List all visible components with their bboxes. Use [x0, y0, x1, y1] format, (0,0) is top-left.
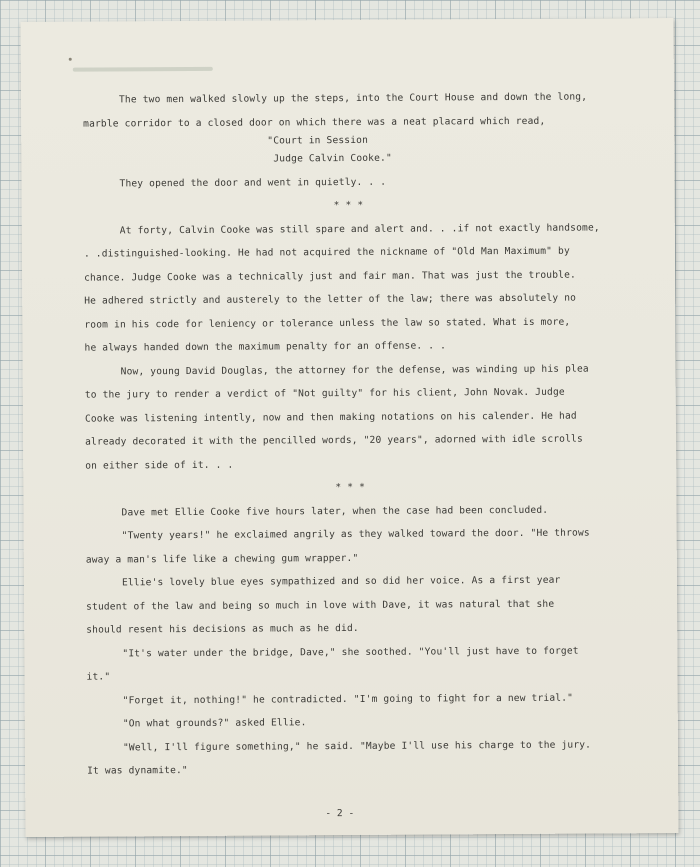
- text-line: should resent his decisions as much as he did.: [86, 622, 359, 636]
- text-line: Now, young David Douglas, the attorney for the defense, was winding up his plea: [120, 363, 589, 377]
- text-line: chance. Judge Cooke was a technically just and fair man. That was just the trouble.: [84, 269, 576, 284]
- text-line: already decorated it with the pencilled words, "20 years", adorned with idle scrolls: [85, 433, 583, 448]
- placard-line: Judge Calvin Cooke.": [273, 152, 392, 165]
- text-line: "Twenty years!" he exclaimed angrily as they walked toward the door. "He throws: [121, 527, 590, 542]
- section-break: * * *: [335, 481, 366, 494]
- ink-smudge: [73, 67, 213, 72]
- text-line: He adhered strictly and austerely to the letter of the law; there was absolutely no: [84, 292, 577, 307]
- text-line: They opened the door and went in quietly. . .: [119, 176, 387, 189]
- typed-page: [21, 18, 679, 837]
- text-line: "Well, I'll figure something," he said. "Maybe I'll use his charge to the jury.: [122, 739, 592, 753]
- text-line: The two men walked slowly up the steps, into the Court House and down the long,: [118, 91, 588, 106]
- text-line: away a man's life like a chewing gum wrapper.": [85, 552, 359, 566]
- text-line: "Forget it, nothing!" he contradicted. "I'm going to fight for a new trial.": [122, 692, 574, 706]
- page-number: - 2 -: [325, 807, 355, 820]
- text-line: marble corridor to a closed door on which there was a neat placard which read,: [83, 115, 546, 130]
- section-break: * * *: [333, 199, 364, 212]
- paper-speck: [69, 58, 72, 61]
- placard-line: "Court in Session: [267, 134, 369, 147]
- text-line: "On what grounds?" asked Ellie.: [122, 717, 307, 730]
- text-line: Ellie's lovely blue eyes sympathized and so did her voice. As a first year: [121, 574, 561, 589]
- text-line: on either side of it. . .: [85, 459, 234, 472]
- text-line: he always handed down the maximum penalty for an offense. . .: [84, 340, 447, 354]
- text-line: . .distinguished-looking. He had not acquired the nickname of "Old Man Maximum" by: [83, 245, 570, 260]
- text-line: Dave met Ellie Cooke five hours later, when the case had been concluded.: [121, 504, 549, 518]
- text-line: student of the law and being so much in love with Dave, it was natural that she: [86, 598, 555, 613]
- text-line: It was dynamite.": [87, 764, 188, 777]
- text-line: At forty, Calvin Cooke was still spare and alert and. . .if not exactly handsome,: [119, 221, 600, 236]
- typed-text: [83, 85, 637, 783]
- text-line: "It's water under the bridge, Dave," she soothed. "You'll just have to forget: [122, 645, 579, 659]
- text-line: Cooke was listening intently, now and then making notations on his calender. He had: [84, 410, 577, 425]
- text-line: it.": [86, 671, 111, 683]
- text-line: to the jury to render a verdict of "Not guilty" for his client, John Novak. Judge: [84, 386, 565, 401]
- text-line: room in his code for leniency or tolerance unless the law so stated. What is more,: [84, 316, 571, 331]
